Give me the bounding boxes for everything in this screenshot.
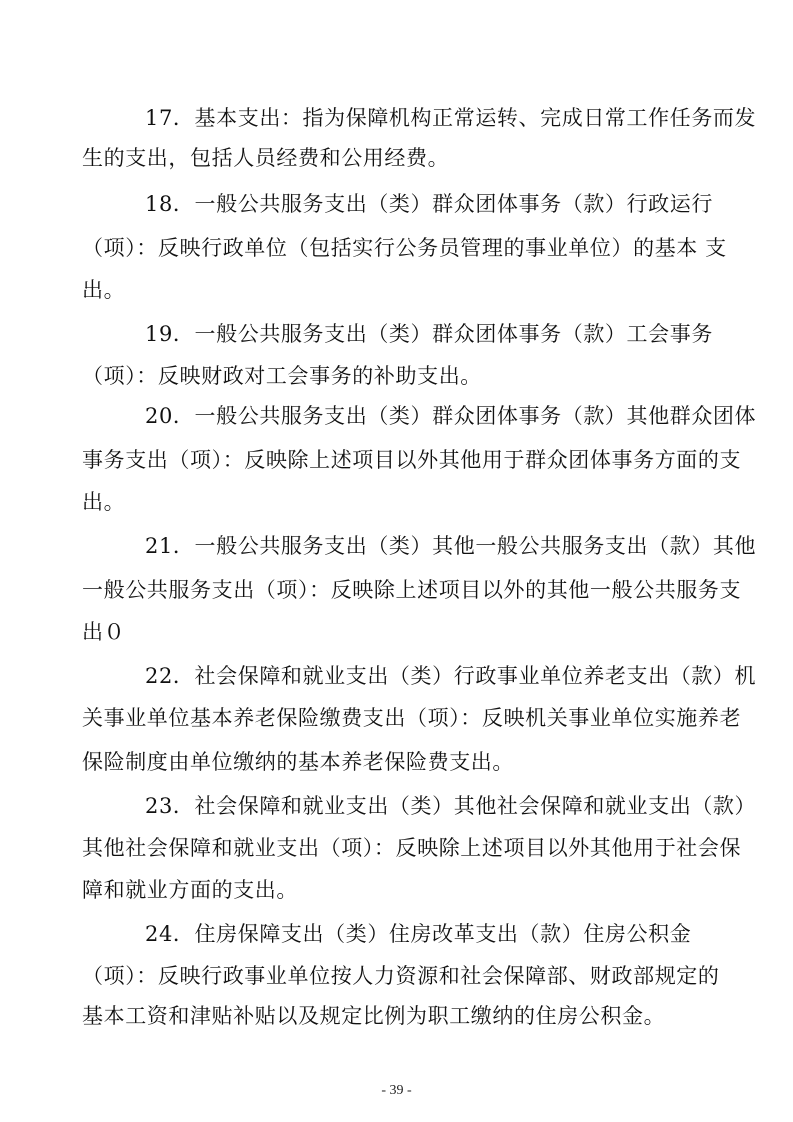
page-number: - 39 - — [381, 1083, 412, 1098]
text-line: 生的支出，包括人员经费和公用经费。 — [82, 146, 450, 170]
text-line: 一般公共服务支出（项）：反映除上述项目以外的其他一般公共服务支 — [82, 578, 742, 602]
text-line: 其他社会保障和就业支出（项）：反映除上述项目以外其他用于社会保 — [82, 836, 742, 860]
text-line: 基本工资和津贴补贴以及规定比例为职工缴纳的住房公积金。 — [82, 1004, 666, 1028]
paragraph-21-line-1 — [0, 526, 793, 566]
text-line: （项）：反映财政对工会事务的补助支出。 — [82, 364, 482, 388]
text-line: 保险制度由单位缴纳的基本养老保险费支出。 — [82, 750, 514, 774]
paragraph-23-line-1 — [0, 786, 793, 826]
text-line: 17．基本支出：指为保障机构正常运转、完成日常工作任务而发 — [145, 106, 757, 130]
paragraph-21-line-2 — [0, 570, 793, 610]
text-line: 20．一般公共服务支出（类）群众团体事务（款）其他群众团体 — [145, 404, 757, 428]
paragraph-23-line-3 — [0, 870, 793, 910]
text-line: 出。 — [82, 278, 126, 302]
paragraph-23-line-2 — [0, 828, 793, 868]
paragraph-21-line-3 — [0, 612, 793, 652]
text-line: 18．一般公共服务支出（类）群众团体事务（款）行政运行 — [145, 192, 713, 216]
text-line: 19．一般公共服务支出（类）群众团体事务（款）工会事务 — [145, 322, 713, 346]
text-line: 障和就业方面的支出。 — [82, 878, 298, 902]
paragraph-17-line-1 — [0, 98, 793, 138]
paragraph-24-line-3 — [0, 996, 793, 1036]
text-line: （项）：反映行政事业单位按人力资源和社会保障部、财政部规定的 — [82, 964, 720, 988]
paragraph-22-line-1 — [0, 656, 793, 696]
paragraph-22-line-2 — [0, 698, 793, 738]
text-line: 22．社会保障和就业支出（类）行政事业单位养老支出（款）机 — [145, 664, 757, 688]
paragraph-20-line-1 — [0, 396, 793, 436]
paragraph-18-line-3 — [0, 270, 793, 310]
text-line: 24．住房保障支出（类）住房改革支出（款）住房公积金 — [145, 922, 692, 946]
paragraph-19-line-2 — [0, 356, 793, 396]
paragraph-18-line-1 — [0, 184, 793, 224]
paragraph-19-line-1 — [0, 314, 793, 354]
paragraph-18-line-2 — [0, 228, 793, 268]
text-line: 关事业单位基本养老保险缴费支出（项）：反映机关事业单位实施养老 — [82, 706, 742, 730]
text-line: 23．社会保障和就业支出（类）其他社会保障和就业支出（款） — [145, 794, 757, 818]
paragraph-24-line-2 — [0, 956, 793, 996]
text-line: 21．一般公共服务支出（类）其他一般公共服务支出（款）其他 — [145, 534, 757, 558]
text-line: （项）：反映行政单位（包括实行公务员管理的事业单位）的基本 支 — [82, 236, 727, 260]
paragraph-17-line-2 — [0, 138, 793, 178]
text-line: 事务支出（项）：反映除上述项目以外其他用于群众团体事务方面的支 — [82, 448, 742, 472]
text-line: 出０ — [82, 620, 126, 644]
paragraph-20-line-2 — [0, 440, 793, 480]
text-line: 出。 — [82, 490, 126, 514]
paragraph-22-line-3 — [0, 742, 793, 782]
paragraph-20-line-3 — [0, 482, 793, 522]
paragraph-24-line-1 — [0, 914, 793, 954]
